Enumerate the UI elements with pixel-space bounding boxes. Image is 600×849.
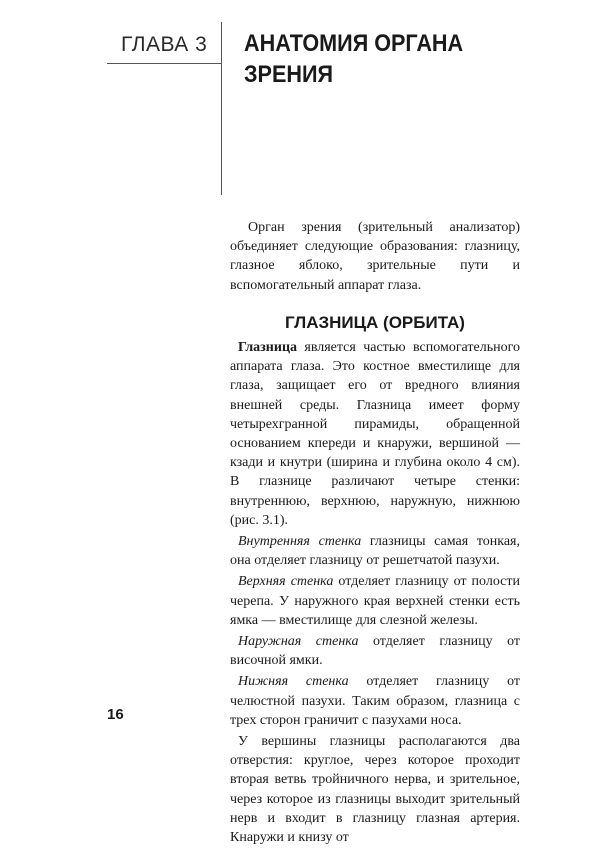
term-inner-wall: Внутренняя стенка [238, 534, 362, 550]
paragraph-5 [230, 672, 520, 730]
term-upper-wall: Верхняя стенка [238, 574, 334, 590]
section-body [230, 338, 520, 849]
term-orbit: Глазница [238, 340, 298, 355]
intro-block [230, 218, 520, 295]
paragraph-6: У вершины глазницы располагаются два отверстия: круглое, через которое проходит вторая ветвь тройничного нерва, и зрительное, через которое из глазницы выходит зрительный нерв и входит в глазницу глазная артерия. Кнаружи и книзу от [230, 734, 520, 846]
paragraph-1-text: является частью вспомогательного аппарата глаза. Это костное вместилище для глаза, защищает его от вредного влияния внешней среды. Глазница имеет форму четырехгранной пирамиды, обращенной основанием кпереди и кнаружи, вершиной — кзади и кнутри (ширина и глубина около 4 см). В глазнице различают четыре стенки: внутреннюю, верхнюю, наружную, нижнюю (рис. 3.1). [230, 340, 520, 528]
term-outer-wall: Наружная стенка [238, 634, 359, 650]
paragraph-3 [230, 572, 520, 630]
paragraph-3-text: отделяет глазницу от полости черепа. У наружного края верхней стенки есть ямка — вместилище для слезной железы. [230, 574, 521, 628]
chapter-title [244, 28, 514, 90]
paragraph-4-text: отделяет глазницу от височной ямки. [230, 634, 521, 669]
chapter-title-line-2: ЗРЕНИЯ [244, 61, 334, 88]
chapter-rule-vertical [221, 22, 222, 195]
chapter-title-line-1: АНАТОМИЯ ОРГАНА [244, 30, 464, 57]
paragraph-5-text: отделяет глазницу от челюстной пазухи. Таким образом, глазница с трех сторон граничит с пазухами носа. [230, 674, 520, 728]
section-heading: ГЛАЗНИЦА (ОРБИТА) [285, 313, 465, 332]
paragraph-1 [230, 338, 520, 530]
paragraph-2 [230, 532, 520, 570]
paragraph-2-text: глазницы самая тонкая, она отделяет глазницу от решетчатой пазухи. [230, 534, 520, 569]
chapter-label: ГЛАВА 3 [121, 33, 208, 56]
term-lower-wall: Нижняя стенка [238, 674, 349, 690]
paragraph-4 [230, 632, 520, 670]
page-number: 16 [107, 706, 124, 723]
intro-paragraph: Орган зрения (зрительный анализатор) объединяет следующие образования: глазницу, глазное яблоко, зрительные пути и вспомогательный аппарат глаза. [230, 220, 520, 293]
chapter-rule-horizontal [107, 63, 222, 64]
